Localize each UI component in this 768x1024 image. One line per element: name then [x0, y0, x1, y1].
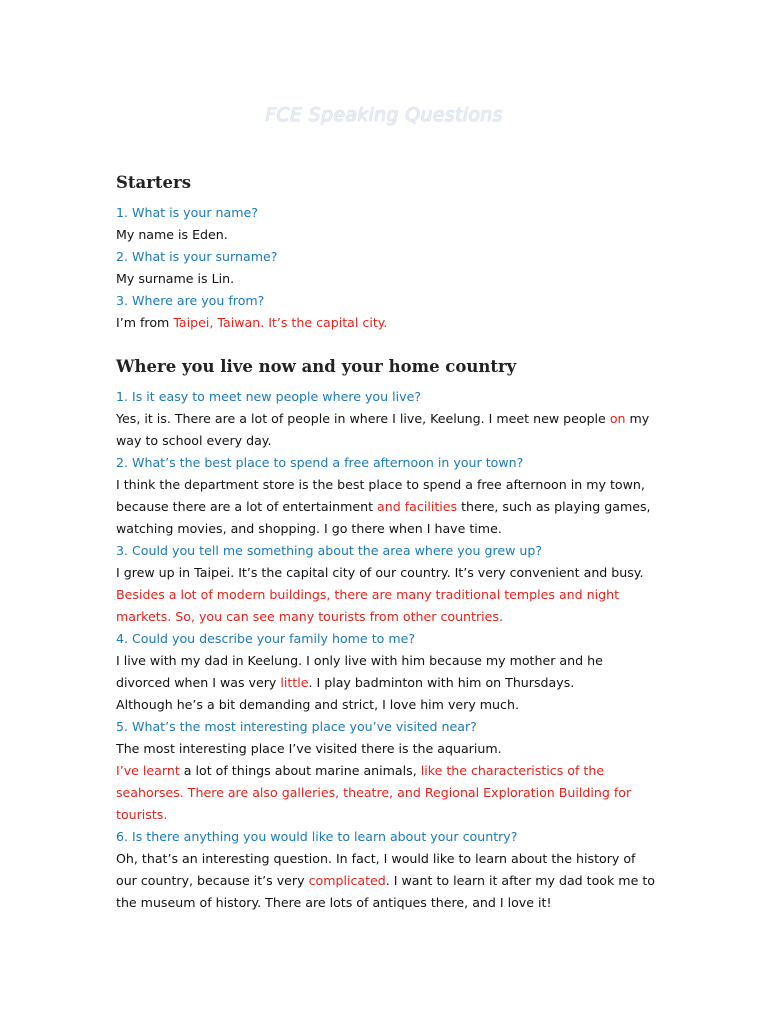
highlighted-text: I’ve learnt	[116, 763, 180, 778]
answer-text: a lot of things about marine animals,	[179, 763, 421, 778]
answer	[116, 312, 656, 334]
answer-text: my way to school every day.	[116, 411, 650, 448]
highlighted-text: Besides a lot of modern buildings, there are many traditional temples and night markets. So, you can see many tourists from other countries.	[116, 587, 620, 624]
answer-text: . I want to learn it after my dad took me to the museum of history. There are lots of antiques there, and I love it!	[116, 873, 655, 910]
answer-text: Oh, that’s an interesting question. In fact, I would like to learn about the history of our country, because it’s very	[116, 851, 636, 888]
answer-text: Although he’s a bit demanding and strict, I love him very much.	[116, 697, 519, 712]
highlighted-text: and facilities	[377, 499, 458, 514]
answer	[116, 562, 656, 628]
answer-text: My name is Eden.	[116, 227, 228, 242]
answer	[116, 650, 656, 716]
question: 2. What’s the best place to spend a free afternoon in your town?	[116, 455, 524, 470]
question: 6. Is there anything you would like to learn about your country?	[116, 829, 518, 844]
answer	[116, 408, 656, 452]
answer-text: I grew up in Taipei. It’s the capital city of our country. It’s very convenient and busy.	[116, 565, 644, 580]
answer	[116, 268, 656, 290]
section-heading: Where you live now and your home country	[116, 357, 517, 376]
question: 1. What is your name?	[116, 205, 258, 220]
answer-text: I’m from	[116, 315, 174, 330]
answer-text: I think the department store is the best place to spend a free afternoon in my town, because there are a lot of entertainment	[116, 477, 645, 514]
answer-text: My surname is Lin.	[116, 271, 235, 286]
answer	[116, 848, 656, 914]
answer-text: there, such as playing games, watching movies, and shopping. I go there when I have time.	[116, 499, 651, 536]
highlighted-text: Taipei, Taiwan. It’s the capital city.	[173, 315, 388, 330]
section-heading: Starters	[116, 173, 192, 192]
answer	[116, 224, 656, 246]
highlighted-text: on	[609, 411, 626, 426]
highlighted-text: complicated	[308, 873, 386, 888]
document-title: FCE Speaking Questions	[265, 104, 503, 126]
answer-text: The most interesting place I’ve visited there is the aquarium.	[116, 741, 502, 756]
answer	[116, 474, 656, 540]
question: 4. Could you describe your family home to me?	[116, 631, 416, 646]
document-content	[116, 170, 656, 914]
answer	[116, 738, 656, 826]
highlighted-text: little	[280, 675, 309, 690]
highlighted-text: like the characteristics of the seahorses. There are also galleries, theatre, and Regional Exploration Building for tourists.	[116, 763, 632, 822]
question: 2. What is your surname?	[116, 249, 278, 264]
question: 3. Where are you from?	[116, 293, 265, 308]
question: 5. What’s the most interesting place you’ve visited near?	[116, 719, 477, 734]
answer-text: I live with my dad in Keelung. I only live with him because my mother and he divorced when I was very	[116, 653, 603, 690]
question: 1. Is it easy to meet new people where you live?	[116, 389, 422, 404]
answer-text: . I play badminton with him on Thursdays.	[308, 675, 575, 690]
answer-text: Yes, it is. There are a lot of people in where I live, Keelung. I meet new people	[116, 411, 610, 426]
section	[116, 354, 656, 914]
question: 3. Could you tell me something about the area where you grew up?	[116, 543, 543, 558]
section	[116, 170, 656, 334]
